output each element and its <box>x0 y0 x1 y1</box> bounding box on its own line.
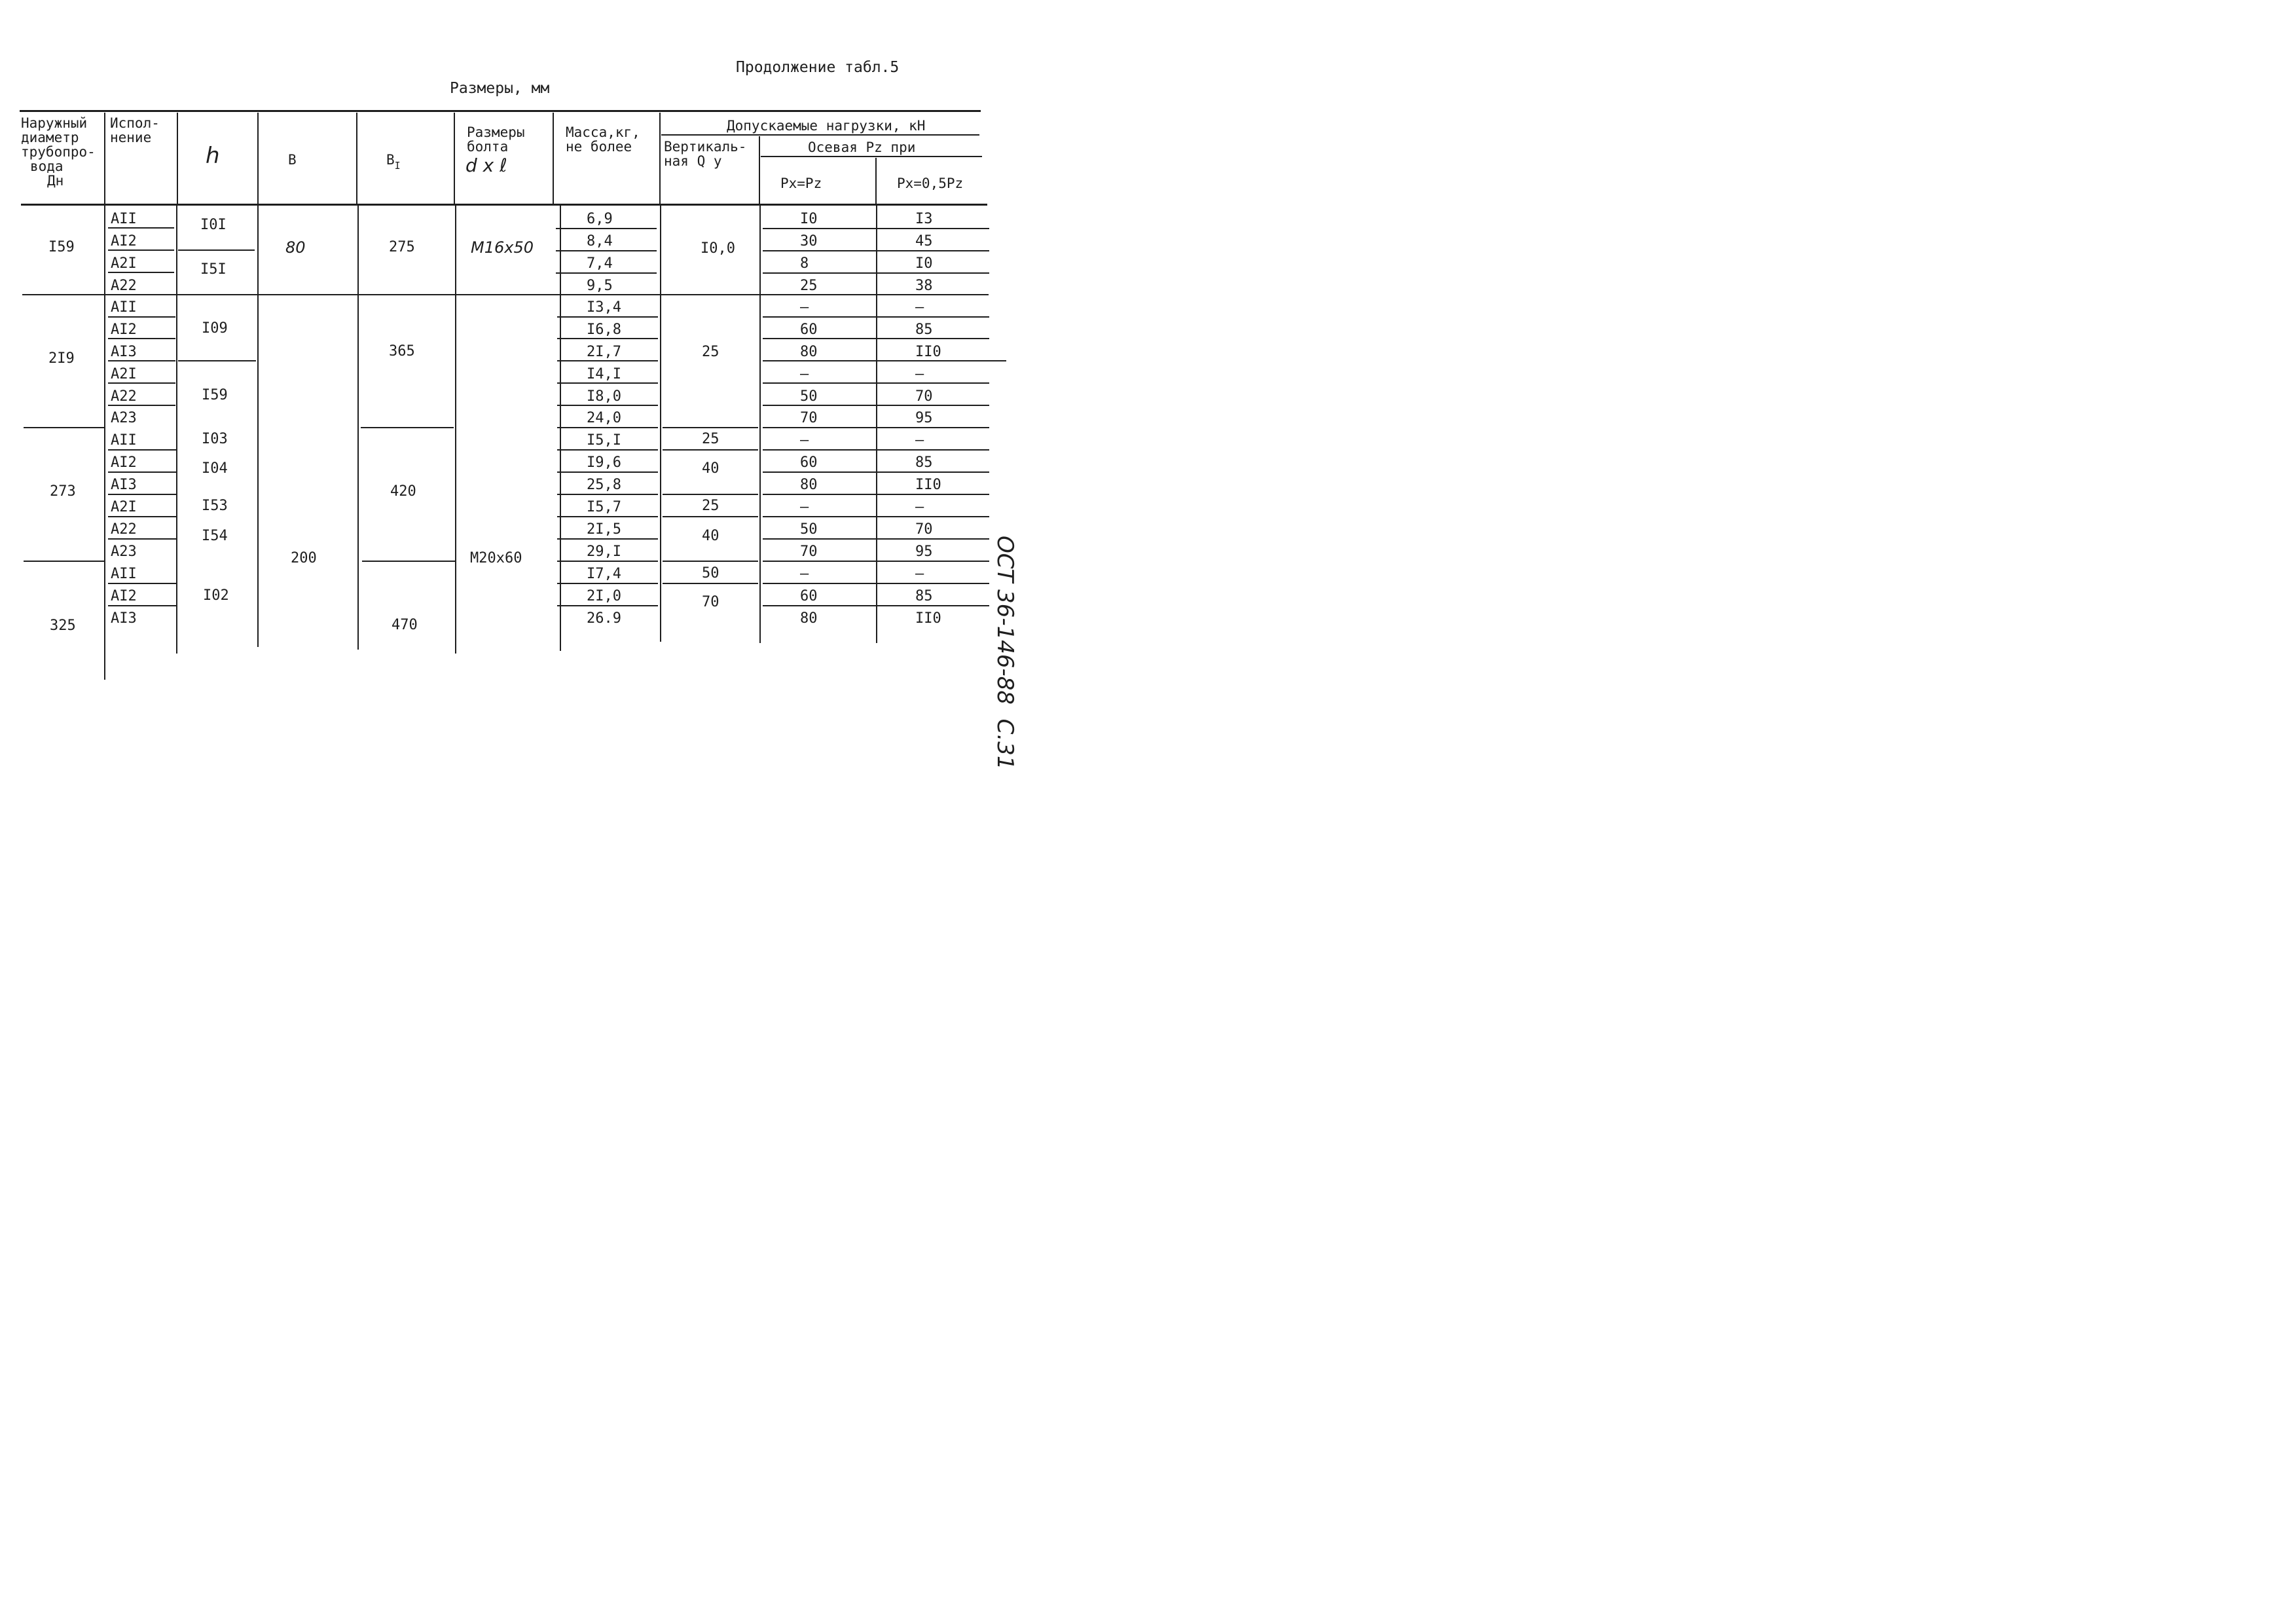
mass-value: 9,5 <box>587 278 613 294</box>
h-value: I53 <box>202 498 228 514</box>
h-value: I0I <box>200 217 227 233</box>
mass-value: I9,6 <box>587 454 621 471</box>
vertical-load-value: 50 <box>702 565 720 581</box>
axial-load-px-half-pz: I0 <box>915 255 933 272</box>
mass-value: I5,I <box>587 432 621 449</box>
axial-load-px-half-pz: – <box>915 432 924 449</box>
mass-value: I6,8 <box>587 322 621 338</box>
header-px-eq-pz: Px=Pz <box>780 175 822 191</box>
ispolnenie-value: A2I <box>111 499 137 515</box>
h-value: I03 <box>202 431 228 447</box>
ispolnenie-value: A22 <box>111 388 137 405</box>
axial-load-px-eq-pz: – <box>800 499 809 515</box>
ispolnenie-value: AI3 <box>111 344 137 360</box>
ispolnenie-value: A2I <box>111 366 137 382</box>
axial-load-px-eq-pz: – <box>800 366 809 382</box>
bolt-value-handwritten: M16x50 <box>471 238 534 257</box>
mass-value: I5,7 <box>587 499 621 515</box>
axial-load-px-half-pz: 70 <box>915 521 933 538</box>
units-caption: Размеры, мм <box>450 80 550 97</box>
axial-load-px-eq-pz: 80 <box>800 477 818 493</box>
axial-load-px-eq-pz: 8 <box>800 255 809 272</box>
mass-value: 2I,7 <box>587 344 621 360</box>
axial-load-px-half-pz: 85 <box>915 322 933 338</box>
axial-load-px-eq-pz: – <box>800 432 809 449</box>
axial-load-px-half-pz: 85 <box>915 588 933 604</box>
axial-load-px-eq-pz: 70 <box>800 544 818 560</box>
axial-load-px-half-pz: 95 <box>915 410 933 426</box>
axial-load-px-half-pz: 85 <box>915 454 933 471</box>
mass-value: 24,0 <box>587 410 621 426</box>
mass-value: I8,0 <box>587 388 621 405</box>
ispolnenie-value: AI2 <box>111 233 137 249</box>
ispolnenie-value: AI3 <box>111 477 137 493</box>
h-value: I59 <box>202 387 228 403</box>
document-stamp: ОСТ 36-146-88 С.31 <box>992 536 1018 770</box>
ispolnenie-value: AII <box>111 299 137 316</box>
ispolnenie-value: AII <box>111 211 137 227</box>
h-value: I09 <box>202 320 228 337</box>
mass-value: I7,4 <box>587 566 621 582</box>
h-value: I02 <box>203 587 229 604</box>
ispolnenie-value: A22 <box>111 521 137 538</box>
header-dn-line-2: диаметр <box>21 130 79 145</box>
b1-value: 275 <box>389 239 415 255</box>
ispolnenie-value: A23 <box>111 544 137 560</box>
axial-load-px-half-pz: II0 <box>915 610 941 627</box>
axial-load-px-half-pz: I3 <box>915 211 933 227</box>
axial-load-px-eq-pz: 70 <box>800 410 818 426</box>
dn-value: I59 <box>48 239 75 255</box>
mass-value: I4,I <box>587 366 621 382</box>
dn-value: 2I9 <box>48 350 75 367</box>
ispolnenie-value: AII <box>111 432 137 449</box>
continuation-caption: Продолжение табл.5 <box>736 59 900 76</box>
vertical-load-value: 40 <box>702 528 720 544</box>
header-b: В <box>288 152 297 168</box>
mass-value: 7,4 <box>587 255 613 272</box>
b1-value: 365 <box>389 343 415 360</box>
header-vertical-line-2: ная Q у <box>664 153 722 169</box>
ispolnenie-value: A2I <box>111 255 137 272</box>
header-dn-line-1: Наружный <box>21 115 88 131</box>
header-bolt-line-1: Размеры <box>467 124 525 140</box>
header-b1 <box>386 152 401 172</box>
vertical-load-value: 25 <box>702 344 720 360</box>
header-isp-line-2: нение <box>110 130 152 145</box>
vertical-load-value: 25 <box>702 498 720 514</box>
axial-load-px-half-pz: 45 <box>915 233 933 249</box>
header-dn-line-3: трубопро- <box>21 144 96 160</box>
mass-value: 2I,0 <box>587 588 621 604</box>
h-value: I54 <box>202 528 228 544</box>
h-value: I04 <box>202 460 228 477</box>
ispolnenie-value: A22 <box>111 278 137 294</box>
ispolnenie-value: AI3 <box>111 610 137 627</box>
axial-load-px-half-pz: 95 <box>915 544 933 560</box>
axial-load-px-eq-pz: 30 <box>800 233 818 249</box>
axial-load-px-eq-pz: I0 <box>800 211 818 227</box>
header-dn-line-4: вода <box>30 158 64 174</box>
axial-load-px-half-pz: 38 <box>915 278 933 294</box>
dn-value: 325 <box>50 618 76 634</box>
dn-value: 273 <box>50 483 76 500</box>
header-axial: Осевая Pz при <box>808 139 916 155</box>
header-bolt-formula: d x ℓ <box>465 155 507 176</box>
mass-value: 26.9 <box>587 610 621 627</box>
header-dn-line-5: Дн <box>47 173 64 189</box>
axial-load-px-half-pz: – <box>915 366 924 382</box>
header-h: h <box>206 143 220 169</box>
axial-load-px-half-pz: – <box>915 299 924 316</box>
axial-load-px-eq-pz: – <box>800 566 809 582</box>
axial-load-px-half-pz: 70 <box>915 388 933 405</box>
header-b1-letter: В <box>386 152 395 168</box>
header-mass-line-1: Масса,кг, <box>566 124 640 140</box>
ispolnenie-value: AI2 <box>111 454 137 471</box>
header-vertical-line-1: Вертикаль- <box>664 139 747 155</box>
header-px-half-pz: Px=0,5Pz <box>897 175 964 191</box>
mass-value: 25,8 <box>587 477 621 493</box>
axial-load-px-half-pz: – <box>915 499 924 515</box>
axial-load-px-eq-pz: 60 <box>800 454 818 471</box>
ispolnenie-value: AI2 <box>111 322 137 338</box>
b1-value: 470 <box>392 617 418 633</box>
vertical-load-value: 40 <box>702 460 720 477</box>
header-isp-line-1: Испол- <box>110 115 160 131</box>
vertical-load-value: I0,0 <box>701 240 735 257</box>
header-bolt-line-2: болта <box>467 139 509 155</box>
header-loads: Допускаемые нагрузки, кН <box>727 118 926 134</box>
header-mass-line-2: не более <box>566 139 632 155</box>
axial-load-px-half-pz: II0 <box>915 477 941 493</box>
bolt-value: M20x60 <box>470 550 522 566</box>
b-value-handwritten: 80 <box>285 238 306 257</box>
axial-load-px-eq-pz: – <box>800 299 809 316</box>
axial-load-px-half-pz: – <box>915 566 924 582</box>
ispolnenie-value: AII <box>111 566 137 582</box>
axial-load-px-eq-pz: 80 <box>800 344 818 360</box>
mass-value: 6,9 <box>587 211 613 227</box>
mass-value: 8,4 <box>587 233 613 249</box>
axial-load-px-eq-pz: 50 <box>800 388 818 405</box>
mass-value: 2I,5 <box>587 521 621 538</box>
axial-load-px-eq-pz: 60 <box>800 322 818 338</box>
axial-load-px-eq-pz: 60 <box>800 588 818 604</box>
axial-load-px-eq-pz: 25 <box>800 278 818 294</box>
mass-value: 29,I <box>587 544 621 560</box>
h-value: I5I <box>200 261 227 278</box>
vertical-load-value: 25 <box>702 431 720 447</box>
vertical-load-value: 70 <box>702 594 720 610</box>
b-value: 200 <box>291 550 317 566</box>
mass-value: I3,4 <box>587 299 621 316</box>
ispolnenie-value: AI2 <box>111 588 137 604</box>
b1-value: 420 <box>390 483 416 500</box>
axial-load-px-half-pz: II0 <box>915 344 941 360</box>
header-b1-subscript: I <box>394 160 401 172</box>
ispolnenie-value: A23 <box>111 410 137 426</box>
axial-load-px-eq-pz: 80 <box>800 610 818 627</box>
axial-load-px-eq-pz: 50 <box>800 521 818 538</box>
